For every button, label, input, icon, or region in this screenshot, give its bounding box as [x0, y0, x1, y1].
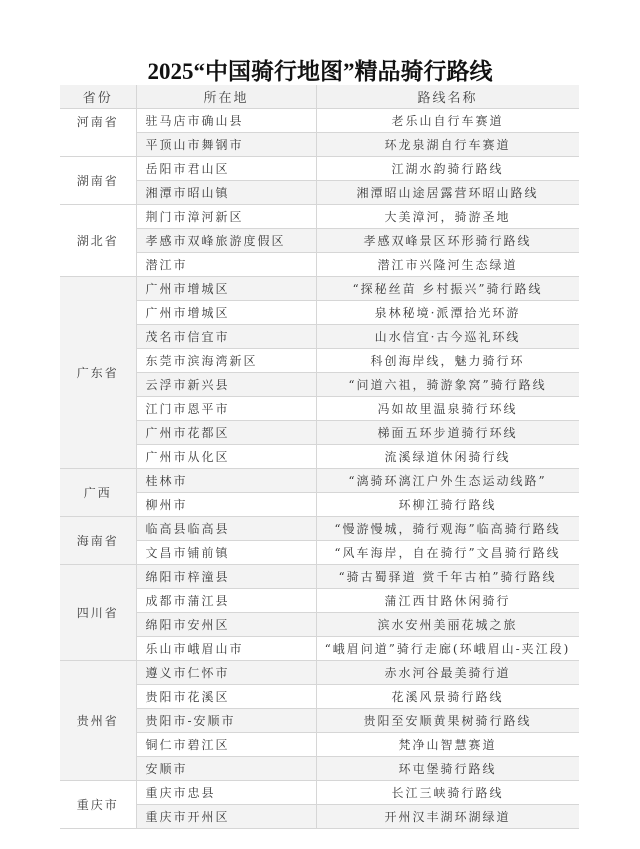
route-cell: 开州汉丰湖环湖绿道: [316, 805, 579, 829]
location-cell: 云浮市新兴县: [136, 373, 316, 397]
table-row: [60, 541, 579, 565]
table-row: [60, 757, 579, 781]
table-row: [60, 277, 579, 301]
location-cell: 桂林市: [136, 469, 316, 493]
route-cell: 蒲江西甘路休闲骑行: [316, 589, 579, 613]
table-row: [60, 229, 579, 253]
location-cell: 江门市恩平市: [136, 397, 316, 421]
location-cell: 文昌市铺前镇: [136, 541, 316, 565]
route-cell: “峨眉问道”骑行走廊(环峨眉山-夹江段): [316, 637, 579, 661]
location-cell: 广州市花都区: [136, 421, 316, 445]
table-row: [60, 253, 579, 277]
location-cell: 重庆市忠县: [136, 781, 316, 805]
table-header-row: [60, 85, 579, 109]
route-cell: 花溪风景骑行路线: [316, 685, 579, 709]
location-cell: 平顶山市舞钢市: [136, 133, 316, 157]
table-row: [60, 661, 579, 685]
route-cell: 环龙泉湖自行车赛道: [316, 133, 579, 157]
location-cell: 重庆市开州区: [136, 805, 316, 829]
header-province: 省份: [60, 85, 136, 109]
route-cell: 老乐山自行车赛道: [316, 109, 579, 133]
table-row: [60, 589, 579, 613]
province-cell: 贵州省: [60, 661, 136, 781]
route-cell: 孝感双峰景区环形骑行路线: [316, 229, 579, 253]
location-cell: 驻马店市确山县: [136, 109, 316, 133]
province-cell: 四川省: [60, 565, 136, 661]
province-cell: 广西: [60, 469, 136, 517]
location-cell: 绵阳市梓潼县: [136, 565, 316, 589]
table-row: [60, 325, 579, 349]
route-cell: “探秘丝苗 乡村振兴”骑行路线: [316, 277, 579, 301]
province-cell: 湖南省: [60, 157, 136, 205]
location-cell: 广州市从化区: [136, 445, 316, 469]
table-row: [60, 181, 579, 205]
route-cell: 梵净山智慧赛道: [316, 733, 579, 757]
location-cell: 岳阳市君山区: [136, 157, 316, 181]
table-row: [60, 157, 579, 181]
table-row: [60, 445, 579, 469]
location-cell: 茂名市信宜市: [136, 325, 316, 349]
table-row: [60, 565, 579, 589]
route-cell: 冯如故里温泉骑行环线: [316, 397, 579, 421]
route-cell: “风车海岸，自在骑行”文昌骑行路线: [316, 541, 579, 565]
table-row: [60, 685, 579, 709]
location-cell: 广州市增城区: [136, 277, 316, 301]
province-cell: 重庆市: [60, 781, 136, 829]
routes-table: [60, 85, 579, 829]
route-cell: 大美漳河，骑游圣地: [316, 205, 579, 229]
route-cell: 流溪绿道休闲骑行线: [316, 445, 579, 469]
location-cell: 铜仁市碧江区: [136, 733, 316, 757]
table-row: [60, 613, 579, 637]
location-cell: 潜江市: [136, 253, 316, 277]
table-row: [60, 373, 579, 397]
route-cell: “骑古蜀驿道 赏千年古柏”骑行路线: [316, 565, 579, 589]
route-cell: 湘潭昭山途居露营环昭山路线: [316, 181, 579, 205]
location-cell: 柳州市: [136, 493, 316, 517]
route-cell: 江湖水韵骑行路线: [316, 157, 579, 181]
table-row: [60, 421, 579, 445]
table-row: [60, 637, 579, 661]
location-cell: 乐山市峨眉山市: [136, 637, 316, 661]
document-title: 2025“中国骑行地图”精品骑行路线: [147, 59, 493, 84]
location-cell: 东莞市滨海湾新区: [136, 349, 316, 373]
table-row: [60, 109, 579, 133]
location-cell: 贵阳市花溪区: [136, 685, 316, 709]
table-row: [60, 349, 579, 373]
routes-table-container: [60, 85, 579, 830]
table-row: [60, 301, 579, 325]
route-cell: “漓骑环漓江户外生态运动线路”: [316, 469, 579, 493]
header-route-name: 路线名称: [316, 85, 579, 109]
route-cell: 泉林秘境·派潭拾光环游: [316, 301, 579, 325]
table-row: [60, 517, 579, 541]
location-cell: 绵阳市安州区: [136, 613, 316, 637]
route-cell: 山水信宜·古今巡礼环线: [316, 325, 579, 349]
table-row: [60, 709, 579, 733]
route-cell: “问道六祖，骑游象窝”骑行路线: [316, 373, 579, 397]
table-row: [60, 205, 579, 229]
table-row: [60, 805, 579, 829]
route-cell: “慢游慢城，骑行观海”临高骑行路线: [316, 517, 579, 541]
table-body: [60, 109, 579, 829]
route-cell: 科创海岸线，魅力骑行环: [316, 349, 579, 373]
route-cell: 梯面五环步道骑行环线: [316, 421, 579, 445]
table-row: [60, 781, 579, 805]
route-cell: 赤水河谷最美骑行道: [316, 661, 579, 685]
province-cell: 海南省: [60, 517, 136, 565]
table-row: [60, 469, 579, 493]
route-cell: 环柳江骑行路线: [316, 493, 579, 517]
route-cell: 滨水安州美丽花城之旅: [316, 613, 579, 637]
location-cell: 临高县临高县: [136, 517, 316, 541]
route-cell: 潜江市兴隆河生态绿道: [316, 253, 579, 277]
location-cell: 孝感市双峰旅游度假区: [136, 229, 316, 253]
route-cell: 环屯堡骑行路线: [316, 757, 579, 781]
location-cell: 贵阳市-安顺市: [136, 709, 316, 733]
table-row: [60, 397, 579, 421]
location-cell: 湘潭市昭山镇: [136, 181, 316, 205]
table-row: [60, 493, 579, 517]
table-row: [60, 133, 579, 157]
route-cell: 贵阳至安顺黄果树骑行路线: [316, 709, 579, 733]
route-cell: 长江三峡骑行路线: [316, 781, 579, 805]
location-cell: 荆门市漳河新区: [136, 205, 316, 229]
location-cell: 遵义市仁怀市: [136, 661, 316, 685]
location-cell: 成都市蒲江县: [136, 589, 316, 613]
table-row: [60, 733, 579, 757]
location-cell: 广州市增城区: [136, 301, 316, 325]
province-cell: 湖北省: [60, 205, 136, 277]
location-cell: 安顺市: [136, 757, 316, 781]
province-cell: 广东省: [60, 277, 136, 469]
province-cell: 河南省: [60, 109, 136, 157]
header-location: 所在地: [136, 85, 316, 109]
